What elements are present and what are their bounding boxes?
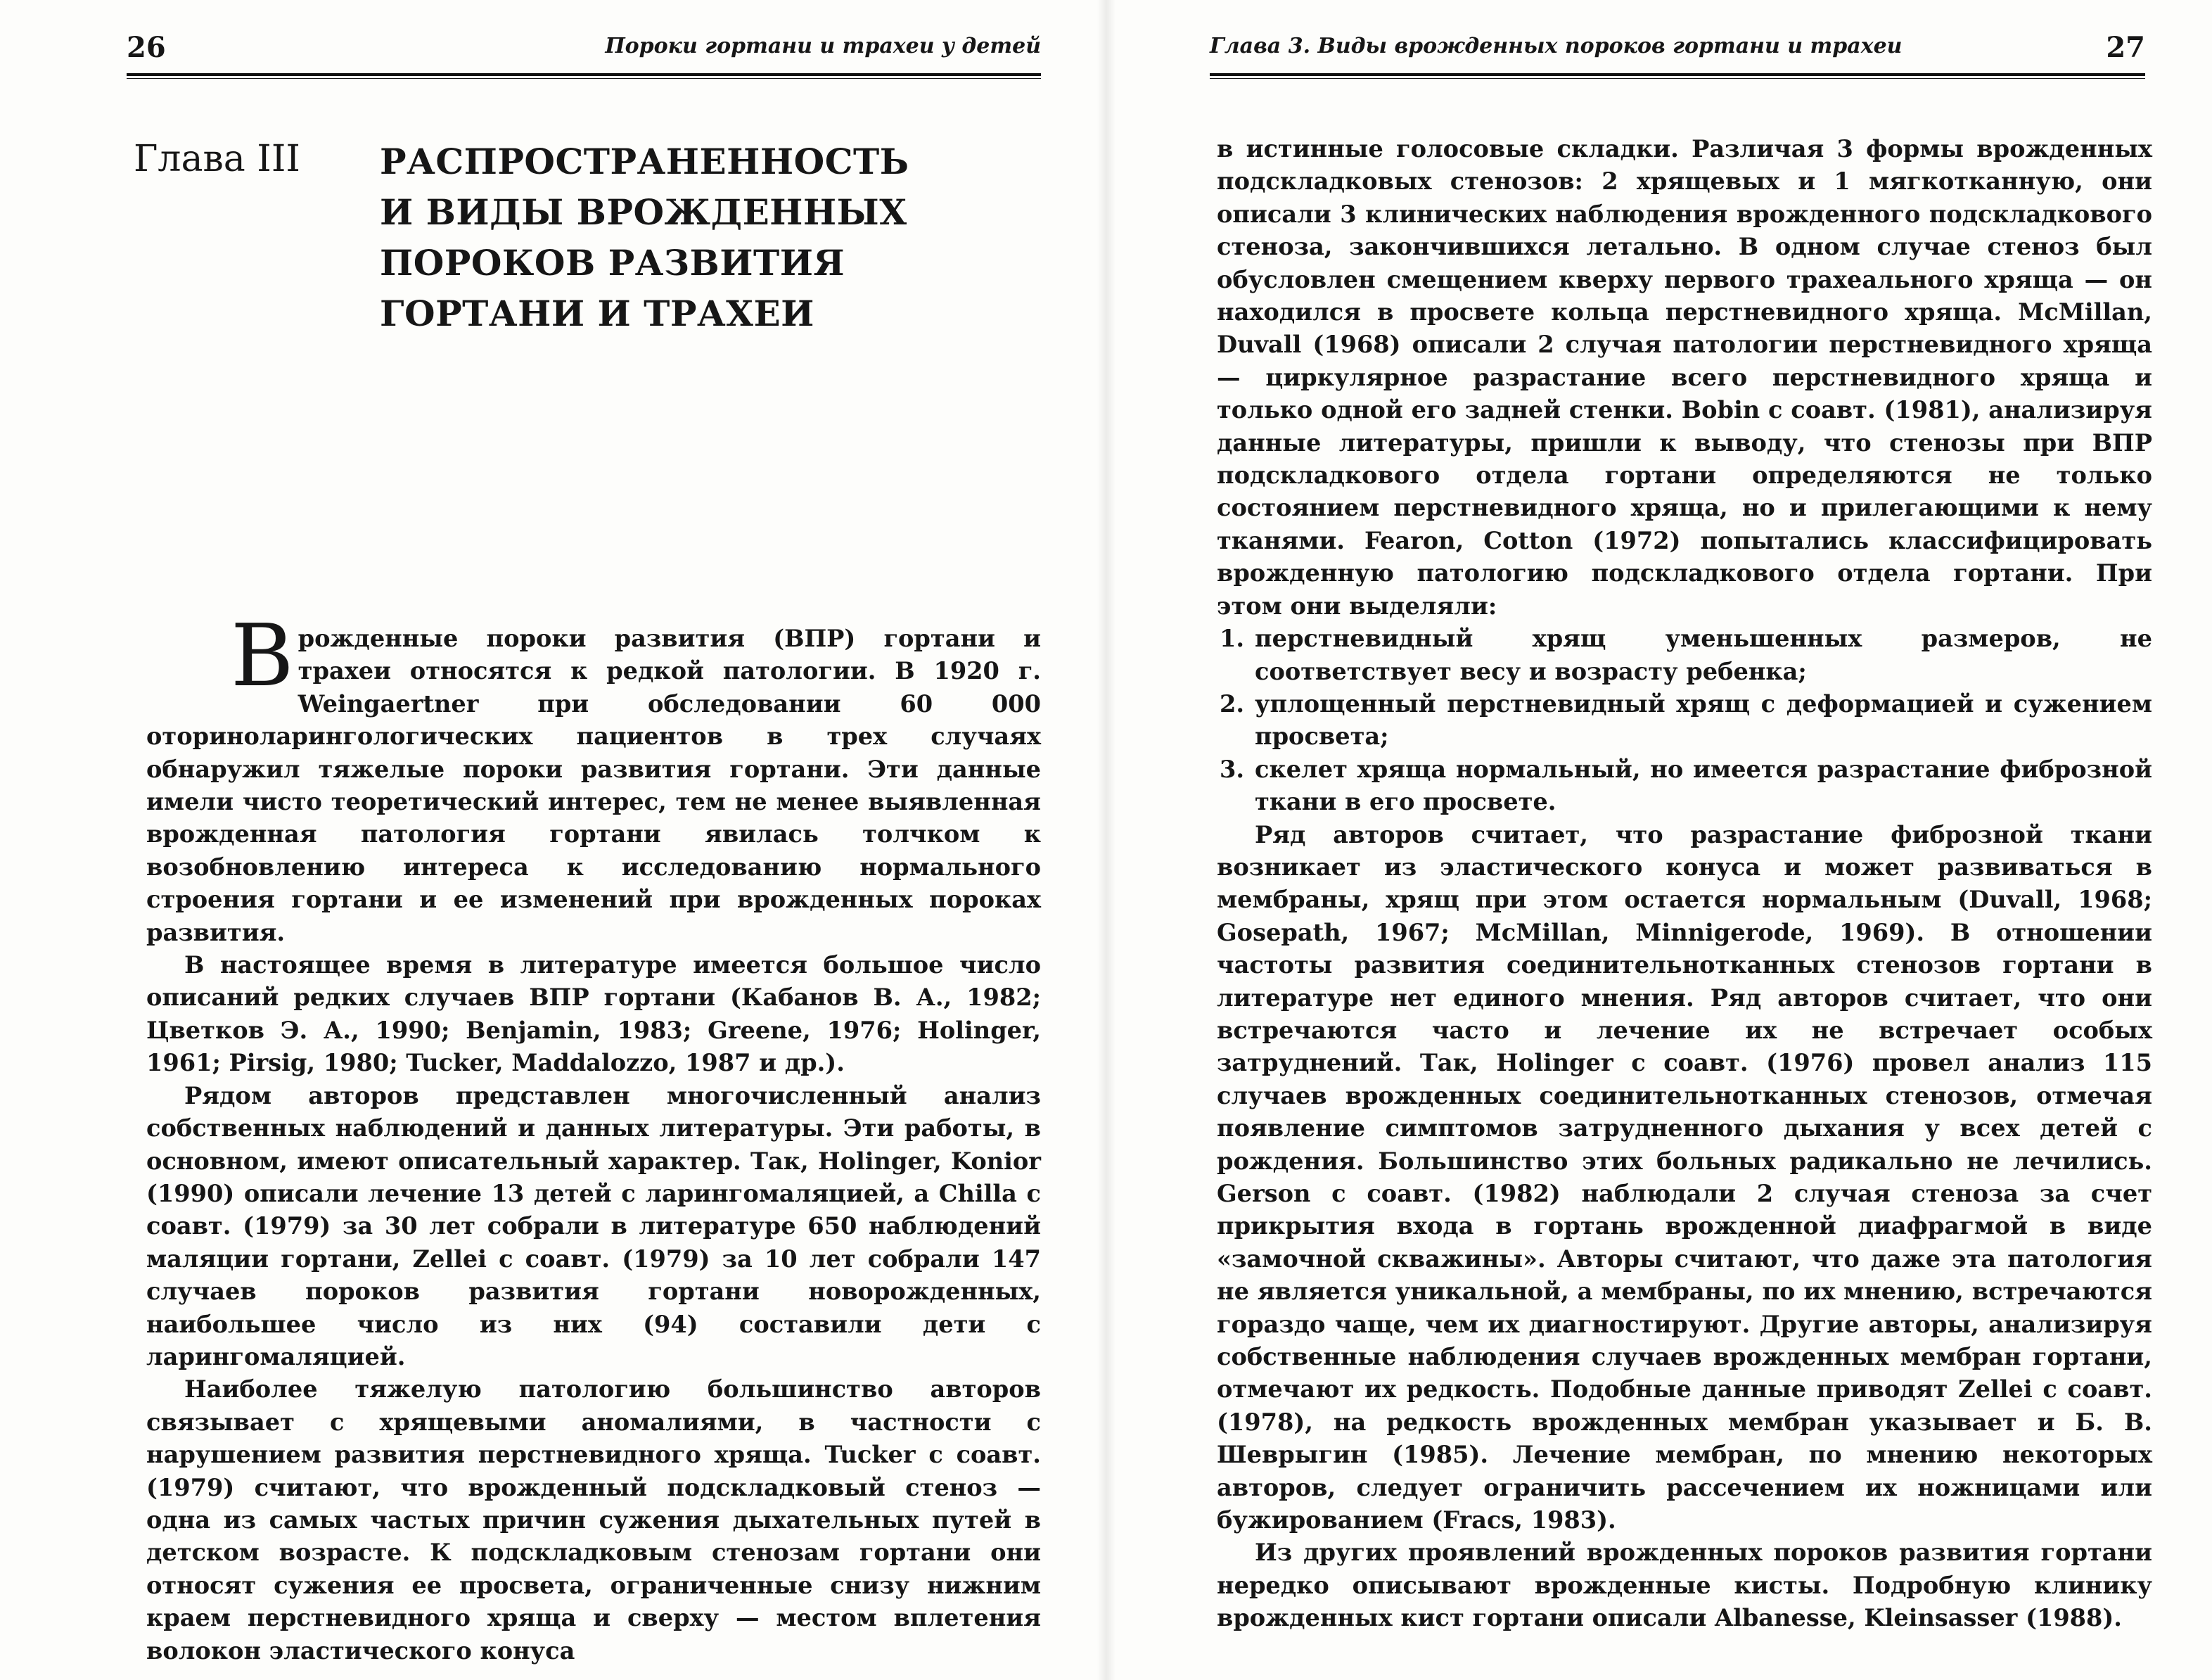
page-number-right: 27 <box>2106 31 2145 64</box>
page-number-left: 26 <box>127 31 166 64</box>
list-text: перстневидный хрящ уменьшенных размеров, не соответствует весу и возрасту ребенка; <box>1255 624 2152 685</box>
header-rule-right <box>1210 73 2145 79</box>
chapter-title-line: И ВИДЫ ВРОЖДЕННЫХ <box>380 191 907 233</box>
paragraph-text: рожденные пороки развития (ВПР) гортани и трахеи относятся к редкой патологии. В 1920 г. Weingaertner при обследовании 60 000 оториноларингологических пациентов в трех случаях обнаружил тяжелые пороки развития гортани. Эти данные имели чисто теоретический интерес, тем не менее выявленная врожденная патология гортани явилась толчком к возобновлению интереса к исследованию нормального строения гортани и ее изменений при врожденных пороках развития. <box>146 624 1041 946</box>
list-item <box>1217 687 2152 753</box>
list-text: уплощенный перстневидный хрящ с деформацией и сужением просвета; <box>1255 689 2152 751</box>
list-number: 3. <box>1220 754 1245 783</box>
running-head-title-left: Пороки гортани и трахеи у детей <box>605 34 1041 58</box>
paragraph: Ряд авторов считает, что разрастание фиброзной ткани возникает из эластического конуса и может развиваться в мембраны, хрящ при этом остается нормальным (Duvall, 1968; Gosepath, 1967; McMillan, Minnigerode, 1969). В отношении частоты развития соединительнотканных стенозов гортани в литературе нет единого мнения. Ряд авторов считает, что они встречаются часто и лечение их не встречает особых затруднений. Так, Holinger с соавт. (1976) провел анализ 115 случаев врожденных соединительнотканных стенозов, отмечая появление симптомов затрудненного дыхания у всех детей с рождения. Большинство этих больных радикально не лечились. Gerson с соавт. (1982) наблюдали 2 случая стеноза за счет прикрытия входа в гортань врожденной диафрагмой в виде «замочной скважины». Авторы считают, что даже эта патология не является уникальной, а мембраны, по их мнению, встречаются гораздо чаще, чем их диагностируют. Другие авторы, анализируя собственные наблюдения случаев врожденных мембран гортани, отмечают их редкость. Подобные данные приводят Zellei с соавт. (1978), на редкость врожденных мембран указывает и Б. В. Шеврыгин (1985). Лечение мембран, по мнению некоторых авторов, следует ограничить рассечением их ножницами или бужированием (Fracs, 1983). <box>1217 820 2152 1534</box>
left-running-head <box>127 30 1041 72</box>
chapter-title-line: ГОРТАНИ И ТРАХЕИ <box>380 293 814 334</box>
list-number: 1. <box>1220 624 1245 653</box>
paragraph: Из других проявлений врожденных пороков развития гортани нередко описывают врожденные кисты. Подробную клинику врожденных кист гортани описали Albanesse, Kleinsasser (1988). <box>1217 1538 2152 1632</box>
chapter-title <box>380 136 1013 339</box>
drop-cap: В <box>231 606 294 706</box>
chapter-title-line: РАСПРОСТРАНЕННОСТЬ <box>380 141 909 182</box>
list-item <box>1217 753 2152 818</box>
list-item <box>1217 622 2152 687</box>
paragraph: В настоящее время в литературе имеется большое число описаний редких случаев ВПР гортани (Кабанов В. А., 1982; Цветков Э. А., 1990; Benjamin, 1983; Greene, 1976; Holinger, 1961; Pirsig, 1980; Tucker, Maddalozzo, 1987 и др.). <box>146 950 1041 1077</box>
classification-list <box>1217 622 2152 817</box>
paragraph <box>146 606 1041 948</box>
running-head-title-right: Глава 3. Виды врожденных пороков гортани и трахеи <box>1210 34 1903 58</box>
left-body-text <box>146 606 1041 1667</box>
right-body-text <box>1217 132 2152 1634</box>
right-page <box>1106 0 2212 1680</box>
list-text: скелет хряща нормальный, но имеется разрастание фиброзной ткани в его просвете. <box>1255 754 2152 816</box>
paragraph: в истинные голосовые складки. Различая 3 формы врожденных подскладковых стенозов: 2 хрящевых и 1 мягкотканную, они описали 3 клинических наблюдения врожденного подскладкового стеноза, закончившихся летально. В одном случае стеноз был обусловлен смещением кверху первого трахеального хряща — он находился в просвете кольца перстневидного хряща. McMillan, Duvall (1968) описали 2 случая патологии перстневидного хряща — циркулярное разрастание всего перстневидного хряща и только одной его задней стенки. Bobin с соавт. (1981), анализируя данные литературы, пришли к выводу, что стенозы при ВПР подскладкового отдела гортани определяются не только состоянием перстневидного хряща, но и прилегающими к нему тканями. Fearon, Cotton (1972) попытались классифицировать врожденную патологию подскладкового отдела гортани. При этом они выделяли: <box>1217 134 2152 620</box>
chapter-title-line: ПОРОКОВ РАЗВИТИЯ <box>380 242 845 284</box>
header-rule-left <box>127 73 1041 79</box>
paragraph: Наиболее тяжелую патологию большинство авторов связывает с хрящевыми аномалиями, в частности с нарушением развития перстневидного хряща. Tucker с соавт. (1979) считают, что врожденный подскладковый стеноз — одна из самых частых причин сужения дыхательных путей в детском возрасте. К подскладковым стенозам гортани они относят сужения ее просвета, ограниченные снизу нижним краем перстневидного хряща и сверху — местом вплетения волокон эластического конуса <box>146 1375 1041 1665</box>
list-number: 2. <box>1220 689 1245 718</box>
chapter-label: Глава III <box>134 138 300 180</box>
right-running-head <box>1210 30 2145 72</box>
paragraph: Рядом авторов представлен многочисленный анализ собственных наблюдений и данных литературы. Эти работы, в основном, имеют описательный характер. Так, Holinger, Konior (1990) описали лечение 13 детей с ларингомаляцией, а Chilla с соавт. (1979) за 30 лет собрали в литературе 650 наблюдений маляции гортани, Zellei с соавт. (1979) за 10 лет собрали 147 случаев пороков развития гортани новорожденных, наибольшее число из них (94) составили дети с ларингомаляцией. <box>146 1081 1041 1370</box>
